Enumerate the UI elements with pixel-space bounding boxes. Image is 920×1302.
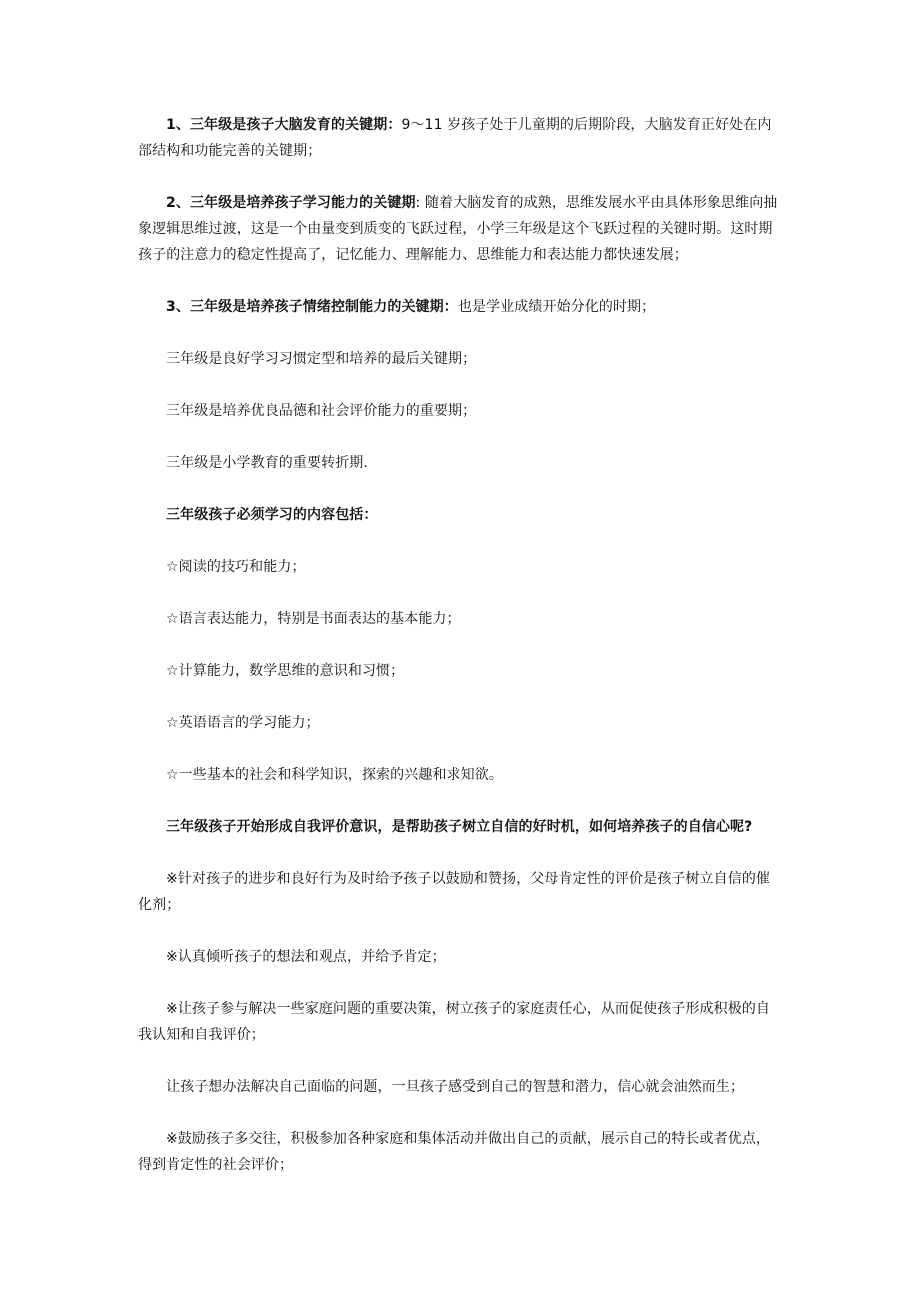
paragraph-15 [138, 944, 780, 970]
paragraph-16-text: ※让孩子参与解决一些家庭问题的重要决策，树立孩子的家庭责任心，从而促使孩子形成积极的自我认知和自我评价； [138, 1001, 771, 1043]
paragraph-8 [138, 554, 780, 580]
paragraph-10-text: ☆计算能力，数学思维的意识和习惯； [166, 663, 405, 679]
paragraph-13-heading: 三年级孩子开始形成自我评价意识，是帮助孩子树立自信的好时机，如何培养孩子的自信心呢? [166, 819, 753, 835]
paragraph-3 [138, 294, 780, 320]
paragraph-17-text: 让孩子想办法解决自己面临的问题，一旦孩子感受到自己的智慧和潜力，信心就会油然而生； [166, 1079, 745, 1095]
paragraph-18 [138, 1126, 780, 1178]
paragraph-1 [138, 112, 780, 164]
paragraph-4 [138, 346, 780, 372]
paragraph-6-text: 三年级是小学教育的重要转折期. [166, 455, 368, 471]
paragraph-2 [138, 190, 780, 268]
paragraph-2-heading: 2、三年级是培养孩子学习能力的关键期 [166, 195, 416, 211]
paragraph-1-text: 9～11 岁孩子处于儿童期的后期阶段，大脑发育正好处在内部结构和功能完善的关键期； [138, 117, 772, 159]
paragraph-2-text: : 随着大脑发育的成熟，思维发展水平由具体形象思维向抽象逻辑思维过渡，这是一个由量变到质变的飞跃过程，小学三年级是这个飞跃过程的关键时期。这时期孩子的注意力的稳定性提高了，记忆能力、理解能力、思维能力和表达能力都快速发展； [138, 195, 778, 263]
paragraph-17 [138, 1074, 780, 1100]
paragraph-12 [138, 762, 780, 788]
paragraph-6 [138, 450, 780, 476]
paragraph-3-heading: 3、三年级是培养孩子情绪控制能力的关键期： [166, 299, 458, 315]
paragraph-16 [138, 996, 780, 1048]
paragraph-12-text: ☆一些基本的社会和科学知识，探索的兴趣和求知欲。 [166, 767, 503, 783]
paragraph-9-text: ☆语言表达能力，特别是书面表达的基本能力； [166, 611, 461, 627]
paragraph-15-text: ※认真倾听孩子的想法和观点，并给予肯定； [166, 949, 446, 965]
paragraph-1-heading: 1、三年级是孩子大脑发育的关键期： [166, 117, 402, 133]
paragraph-8-text: ☆阅读的技巧和能力； [166, 559, 306, 575]
paragraph-18-text: ※鼓励孩子多交往，积极参加各种家庭和集体活动并做出自己的贡献，展示自己的特长或者优点，得到肯定性的社会评价； [138, 1131, 771, 1173]
paragraph-3-text: 也是学业成绩开始分化的时期； [457, 299, 656, 315]
paragraph-13 [138, 814, 780, 840]
document-page [138, 112, 780, 1204]
paragraph-9 [138, 606, 780, 632]
paragraph-14 [138, 866, 780, 918]
paragraph-10 [138, 658, 780, 684]
paragraph-5 [138, 398, 780, 424]
paragraph-7-heading: 三年级孩子必须学习的内容包括： [166, 507, 378, 523]
paragraph-14-text: ※针对孩子的进步和良好行为及时给予孩子以鼓励和赞扬，父母肯定性的评价是孩子树立自信的催化剂； [138, 871, 771, 913]
paragraph-11 [138, 710, 780, 736]
paragraph-11-text: ☆英语语言的学习能力； [166, 715, 320, 731]
paragraph-4-text: 三年级是良好学习习惯定型和培养的最后关键期； [166, 351, 477, 367]
paragraph-5-text: 三年级是培养优良品德和社会评价能力的重要期； [166, 403, 477, 419]
paragraph-7 [138, 502, 780, 528]
